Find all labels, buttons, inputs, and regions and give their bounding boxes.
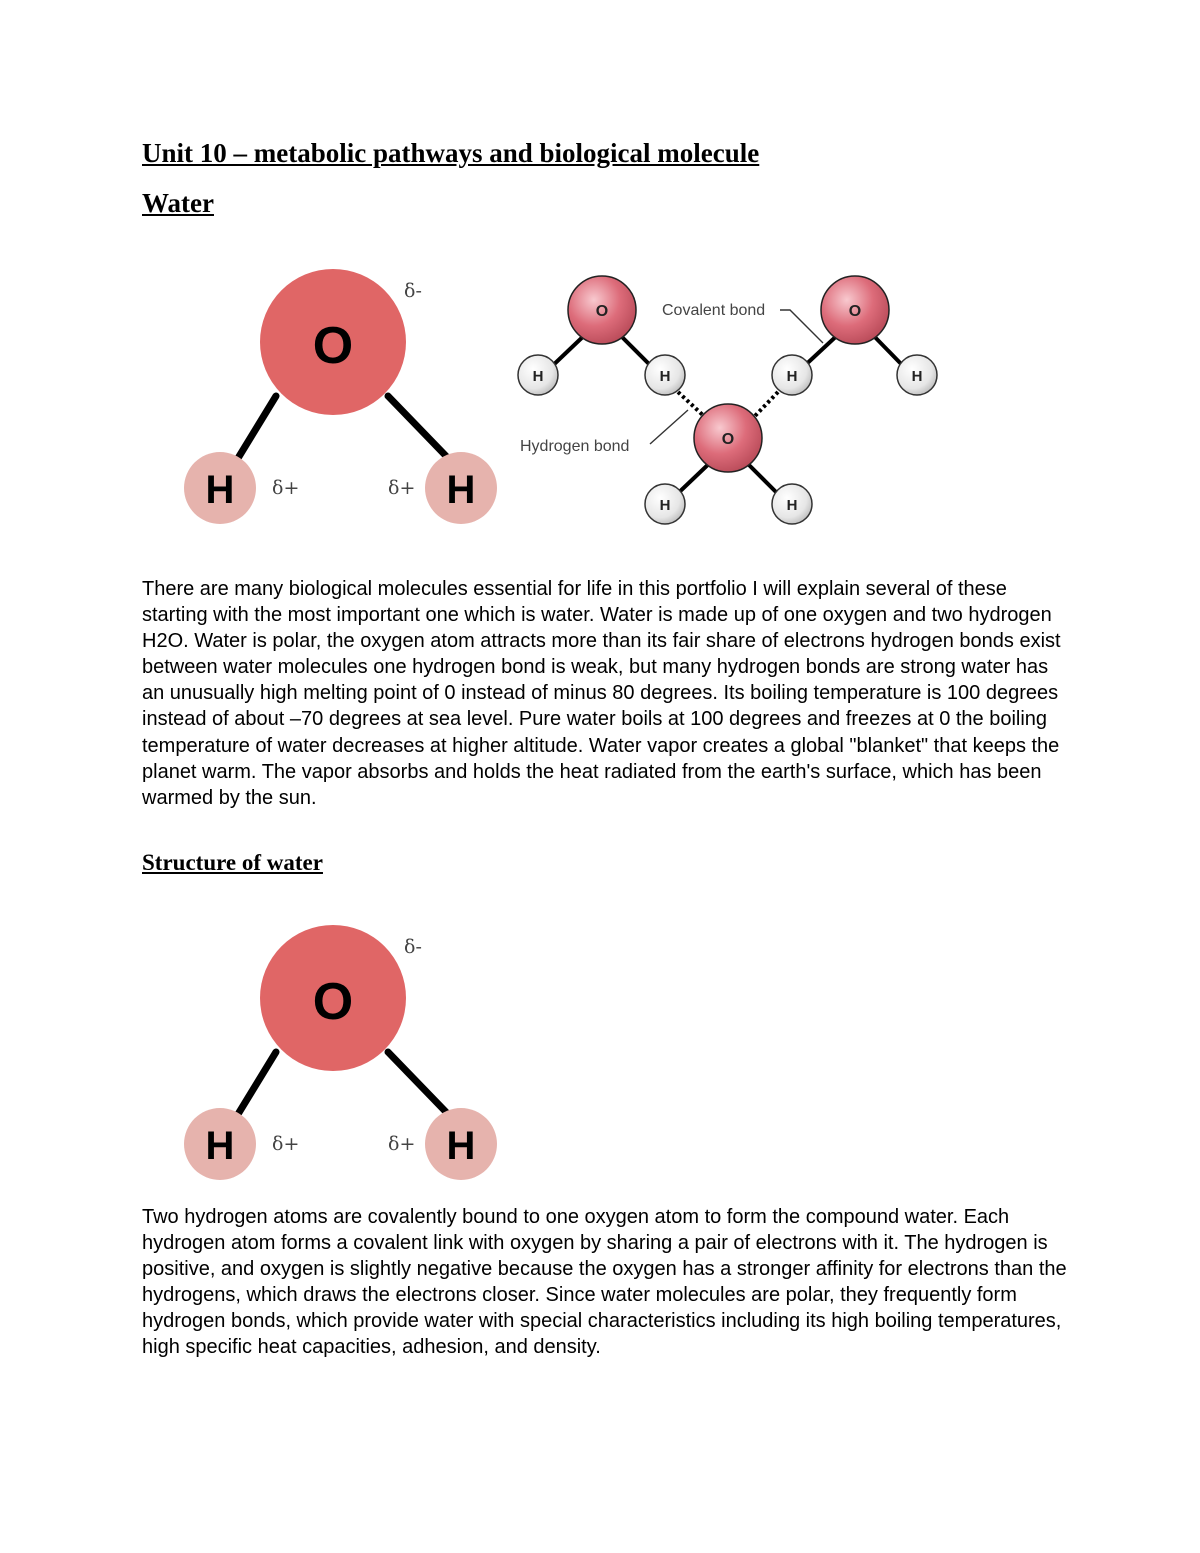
structure-paragraph: Two hydrogen atoms are covalently bound to one oxygen atom to form the compound water. Each hydrogen atom forms a covalent link with oxygen by sharing a pair of electrons with it. The hydrogen is positive, and oxygen is slightly negative because the oxygen has a stronger affinity for electrons than the hydrogens, which draws the electrons closer. Since water molecules are polar, they frequently form hydrogen bonds, which provide water with special characteristics including its high boiling temperatures, high specific heat capacities, adhesion, and density. (142, 1206, 1067, 1359)
partial-negative-charge-label: δ- (404, 936, 422, 958)
partial-positive-charge-label-right: δ+ (388, 1133, 416, 1155)
partial-positive-charge-label-right: δ+ (388, 477, 416, 499)
hydrogen-atom-label-right: H (446, 1124, 476, 1168)
covalent-bond-label: Covalent bond (662, 302, 766, 319)
hydrogen-atom-label: H (911, 368, 923, 385)
section-heading-structure-of-water: Structure of water (142, 850, 323, 875)
water-structure-diagram (176, 918, 506, 1188)
oxygen-atom-label: O (595, 303, 609, 320)
section-heading-water: Water (142, 188, 214, 218)
oxygen-atom-label: O (312, 973, 354, 1031)
hydrogen-atom-label: H (786, 368, 798, 385)
partial-negative-charge-label: δ- (404, 280, 422, 302)
oxygen-atom-label: O (721, 431, 735, 448)
hydrogen-atom-label-right: H (446, 468, 476, 512)
hydrogen-atom-label-left: H (205, 1124, 235, 1168)
hydrogen-bond-line (678, 392, 706, 418)
hydrogen-bond-diagram (510, 270, 950, 535)
covalent-bond-leader-line (780, 310, 823, 343)
water-molecule-diagram (176, 262, 506, 532)
hydrogen-atom-label: H (786, 497, 798, 514)
hydrogen-bond-line (753, 392, 778, 418)
oxygen-atom-label: O (848, 303, 862, 320)
hydrogen-atom-label-left: H (205, 468, 235, 512)
hydrogen-atom-label: H (659, 497, 671, 514)
hydrogen-bond-label: Hydrogen bond (520, 438, 630, 455)
document-title: Unit 10 – metabolic pathways and biological molecule (142, 138, 760, 168)
water-paragraph: There are many biological molecules essential for life in this portfolio I will explain several of these starting with the most important one which is water. Water is made up of one oxygen and two hydrogen H2O. Water is polar, the oxygen atom attracts more than its fair share of electrons hydrogen bonds exist between water molecules one hydrogen bond is weak, but many hydrogen bonds are strong water has an unusually high melting point of 0 instead of minus 80 degrees. Its boiling temperature is 100 degrees instead of about –70 degrees at sea level. Pure water boils at 100 degrees and freezes at 0 the boiling temperature of water decreases at higher altitude. Water vapor creates a global "blanket" that keeps the planet warm. The vapor absorbs and holds the heat radiated from the earth's surface, which has been warmed by the sun. (142, 578, 1061, 809)
partial-positive-charge-label-left: δ+ (272, 1133, 300, 1155)
oxygen-atom-label: O (312, 317, 354, 375)
hydrogen-atom-label: H (659, 368, 671, 385)
hydrogen-bond-leader-line (650, 410, 688, 444)
hydrogen-atom-label: H (532, 368, 544, 385)
covalent-bond-right (388, 1052, 446, 1112)
partial-positive-charge-label-left: δ+ (272, 477, 300, 499)
covalent-bond-right (388, 396, 446, 456)
